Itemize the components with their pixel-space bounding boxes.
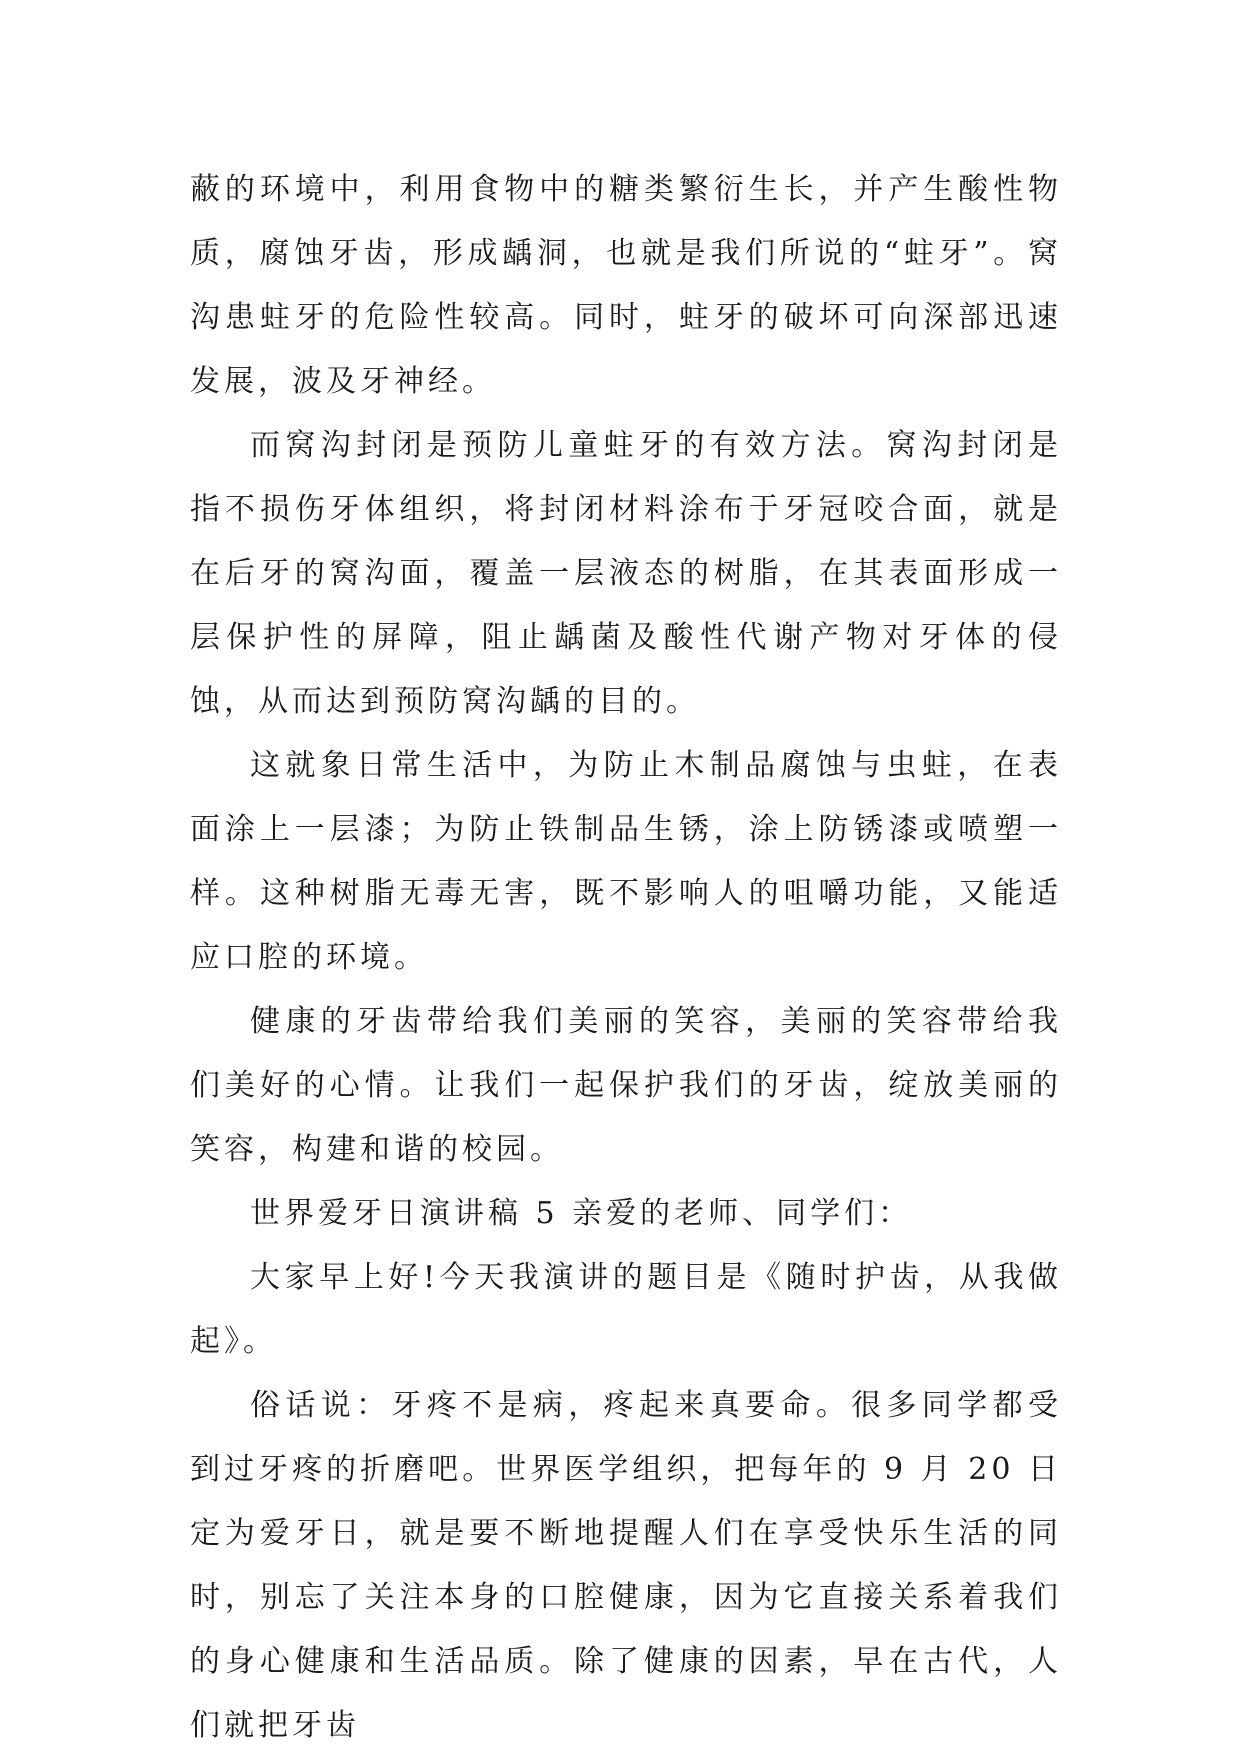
- paragraph-5-speech-heading: 世界爱牙日演讲稿 5 亲爱的老师、同学们：: [250, 1196, 913, 1231]
- paragraph-6: 大家早上好!今天我演讲的题目是《随时护齿，从我做起》。: [190, 1260, 1062, 1359]
- paragraph-3: 这就象日常生活中，为防止木制品腐蚀与虫蛀，在表面涂上一层漆；为防止铁制品生锈，涂上防锈漆或喷塑一样。这种树脂无毒无害，既不影响人的咀嚼功能，又能适应口腔的环境。: [190, 748, 1062, 975]
- paragraph-2: 而窝沟封闭是预防儿童蛀牙的有效方法。窝沟封闭是指不损伤牙体组织，将封闭材料涂布于牙冠咬合面，就是在后牙的窝沟面，覆盖一层液态的树脂，在其表面形成一层保护性的屏障，阻止龋菌及酸性代谢产物对牙体的侵蚀，从而达到预防窝沟龋的目的。: [190, 428, 1062, 719]
- paragraph-1: 蔽的环境中，利用食物中的糖类繁衍生长，并产生酸性物质，腐蚀牙齿，形成龋洞，也就是我们所说的“蛀牙”。窝沟患蛀牙的危险性较高。同时，蛀牙的破坏可向深部迅速发展，波及牙神经。: [190, 172, 1062, 399]
- document-body: [190, 158, 1062, 1758]
- paragraph-4: 健康的牙齿带给我们美丽的笑容，美丽的笑容带给我们美好的心情。让我们一起保护我们的牙齿，绽放美丽的笑容，构建和谐的校园。: [190, 1004, 1062, 1167]
- paragraph-7: 俗话说：牙疼不是病，疼起来真要命。很多同学都受到过牙疼的折磨吧。世界医学组织，把每年的 9 月 20 日定为爱牙日，就是要不断地提醒人们在享受快乐生活的同时，别忘了关注本身的口腔健康，因为它直接关系着我们的身心健康和生活品质。除了健康的因素，早在古代，人们就把牙齿: [190, 1388, 1062, 1743]
